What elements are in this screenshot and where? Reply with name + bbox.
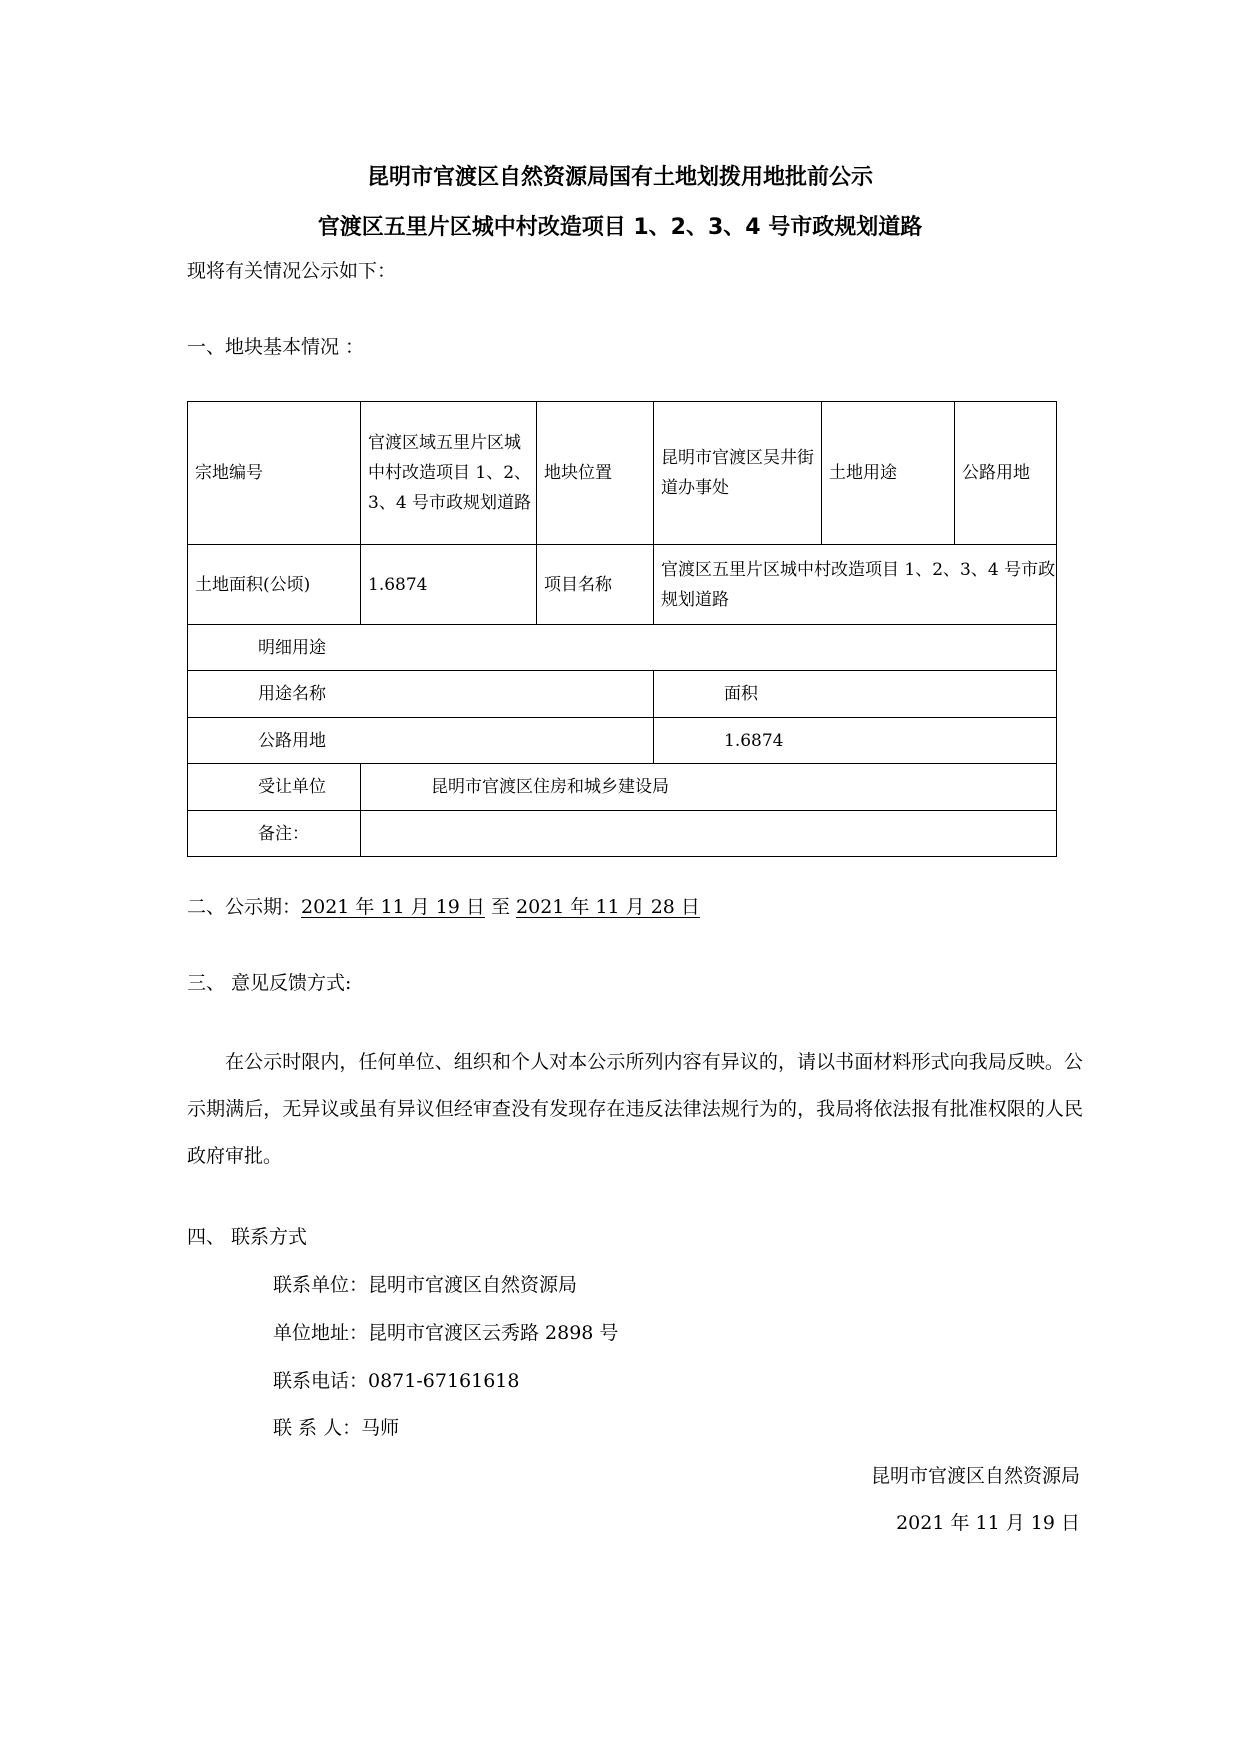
project-name-value: 官渡区五里片区城中村改造项目 1、2、3、4 号市政规划道路 xyxy=(654,545,1057,625)
publicity-period-prefix: 二、公示期： xyxy=(187,896,302,918)
contact-unit: 联系单位：昆明市官渡区自然资源局 xyxy=(273,1274,578,1296)
section1-heading: 一、地块基本情况 ： xyxy=(187,336,365,358)
parcel-no-label: 宗地编号 xyxy=(188,402,361,545)
grantee-value: 昆明市官渡区住房和城乡建设局 xyxy=(361,764,1057,811)
intro-text: 现将有关情况公示如下： xyxy=(187,260,397,282)
use-name-header: 用途名称 xyxy=(188,671,654,718)
issuer-signature: 昆明市官渡区自然资源局 xyxy=(870,1465,1080,1487)
location-value: 昆明市官渡区吴井街道办事处 xyxy=(654,402,822,545)
table-row xyxy=(188,764,1057,811)
land-use-label: 土地用途 xyxy=(822,402,955,545)
end-date: 2021 年 11 月 28 日 xyxy=(516,896,700,918)
table-row xyxy=(188,671,1057,718)
contact-person: 联 系 人：马师 xyxy=(273,1417,400,1439)
land-area-label: 土地面积(公顷) xyxy=(188,545,361,625)
project-name-label: 项目名称 xyxy=(537,545,654,625)
detail-area: 1.6874 xyxy=(654,718,1057,764)
table-row xyxy=(188,811,1057,857)
remarks-value xyxy=(361,811,1057,857)
parcel-no-value: 官渡区域五里片区城中村改造项目 1、2、3、4 号市政规划道路 xyxy=(361,402,537,545)
section4-heading: 四、 联系方式 xyxy=(187,1226,308,1248)
feedback-paragraph: 在公示时限内，任何单位、组织和个人对本公示所列内容有异议的，请以书面材料形式向我局反映。公示期满后，无异议或虽有异议但经审查没有发现存在违反法律法规行为的，我局将依法报有批准权限的人民政府审批。 xyxy=(187,1051,1083,1167)
section3-heading: 三、 意见反馈方式: xyxy=(187,972,352,994)
table-row xyxy=(188,545,1057,625)
date-connector: 至 xyxy=(490,896,510,918)
contact-phone: 联系电话：0871-67161618 xyxy=(273,1370,520,1392)
table-row xyxy=(188,625,1057,671)
table-row xyxy=(188,402,1057,545)
publicity-period xyxy=(187,898,700,917)
grantee-label: 受让单位 xyxy=(188,764,361,811)
contact-address: 单位地址：昆明市官渡区云秀路 2898 号 xyxy=(273,1322,619,1344)
land-use-value: 公路用地 xyxy=(955,402,1057,545)
area-header: 面积 xyxy=(654,671,1057,718)
remarks-label: 备注： xyxy=(188,811,361,857)
table-row xyxy=(188,718,1057,764)
detail-use-label: 明细用途 xyxy=(188,625,1057,671)
issue-date: 2021 年 11 月 19 日 xyxy=(896,1512,1080,1534)
start-date: 2021 年 11 月 19 日 xyxy=(301,896,485,918)
page-title: 昆明市官渡区自然资源局国有土地划拨用地批前公示 xyxy=(366,165,873,190)
detail-use-name: 公路用地 xyxy=(188,718,654,764)
page-subtitle: 官渡区五里片区城中村改造项目 1、2、3、4 号市政规划道路 xyxy=(317,215,923,240)
parcel-info-table xyxy=(187,401,1057,857)
location-label: 地块位置 xyxy=(537,402,654,545)
land-area-value: 1.6874 xyxy=(361,545,537,625)
